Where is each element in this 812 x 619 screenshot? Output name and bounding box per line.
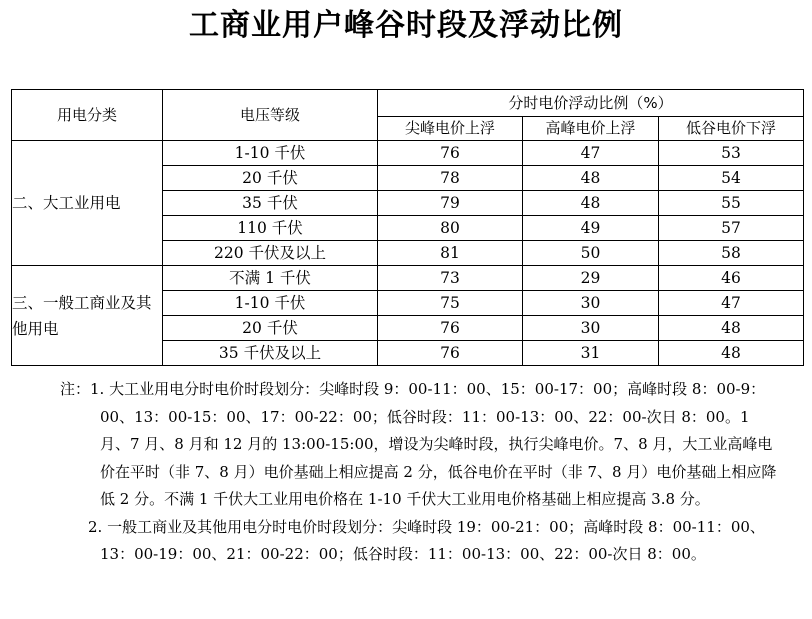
header-low: 低谷电价下浮 (659, 117, 804, 141)
note-2: 2. 一般工商业及其他用电分时电价时段划分：尖峰时段 19：00-21：00；高峰时段 8：00-11：00、13：00-19：00、21：00-22：00；低谷时段：11：00-13：00、22：00-次日 8：00。 (88, 517, 765, 563)
voltage-cell: 110 千伏 (163, 216, 378, 241)
header-peak: 尖峰电价上浮 (378, 117, 523, 141)
category-cell: 三、一般工商业及其他用电 (12, 266, 163, 366)
high-cell: 50 (523, 241, 659, 266)
voltage-cell: 220 千伏及以上 (163, 241, 378, 266)
peak-cell: 79 (378, 191, 523, 216)
header-float-ratio: 分时电价浮动比例（%） (378, 90, 804, 117)
peak-cell: 78 (378, 166, 523, 191)
high-cell: 30 (523, 291, 659, 316)
high-cell: 48 (523, 191, 659, 216)
voltage-cell: 35 千伏 (163, 191, 378, 216)
voltage-cell: 20 千伏 (163, 166, 378, 191)
low-cell: 55 (659, 191, 804, 216)
voltage-cell: 1-10 千伏 (163, 141, 378, 166)
notes-section (60, 376, 780, 569)
low-cell: 57 (659, 216, 804, 241)
peak-cell: 81 (378, 241, 523, 266)
peak-cell: 76 (378, 141, 523, 166)
header-high: 高峰电价上浮 (523, 117, 659, 141)
peak-cell: 76 (378, 316, 523, 341)
note-1: 注：1. 大工业用电分时电价时段划分：尖峰时段 9：00-11：00、15：00-17：00；高峰时段 8：00-9：00、13：00-15：00、17：00-22：00；低谷时段：11：00-13：00、22：00-次日 8：00。1 月、7 月、8 月和 12 月的 13:00-15:00，增设为尖峰时段，执行尖峰电价。7、8 月，大工业高峰电价在平时（非 7、8 月）电价基础上相应提高 2 分，低谷电价在平时（非 7、8 月）电价基础上相应降低 2 分。不满 1 千伏大工业用电价格在 1-10 千伏大工业用电价格基础上相应提高 3.8 分。 (60, 380, 777, 508)
peak-cell: 80 (378, 216, 523, 241)
low-cell: 48 (659, 341, 804, 366)
high-cell: 47 (523, 141, 659, 166)
header-row-1 (12, 90, 804, 117)
table-row (12, 141, 804, 166)
high-cell: 31 (523, 341, 659, 366)
low-cell: 48 (659, 316, 804, 341)
peak-cell: 75 (378, 291, 523, 316)
table-row (12, 266, 804, 291)
voltage-cell: 1-10 千伏 (163, 291, 378, 316)
voltage-cell: 20 千伏 (163, 316, 378, 341)
peak-cell: 73 (378, 266, 523, 291)
high-cell: 48 (523, 166, 659, 191)
category-cell: 二、大工业用电 (12, 141, 163, 266)
high-cell: 29 (523, 266, 659, 291)
high-cell: 49 (523, 216, 659, 241)
low-cell: 53 (659, 141, 804, 166)
voltage-cell: 不满 1 千伏 (163, 266, 378, 291)
rate-table-body (12, 90, 804, 366)
low-cell: 58 (659, 241, 804, 266)
low-cell: 46 (659, 266, 804, 291)
voltage-cell: 35 千伏及以上 (163, 341, 378, 366)
document-title: 工商业用户峰谷时段及浮动比例 (189, 8, 623, 43)
peak-cell: 76 (378, 341, 523, 366)
header-voltage: 电压等级 (163, 90, 378, 141)
header-category: 用电分类 (12, 90, 163, 141)
high-cell: 30 (523, 316, 659, 341)
low-cell: 54 (659, 166, 804, 191)
low-cell: 47 (659, 291, 804, 316)
rate-table (11, 89, 804, 366)
